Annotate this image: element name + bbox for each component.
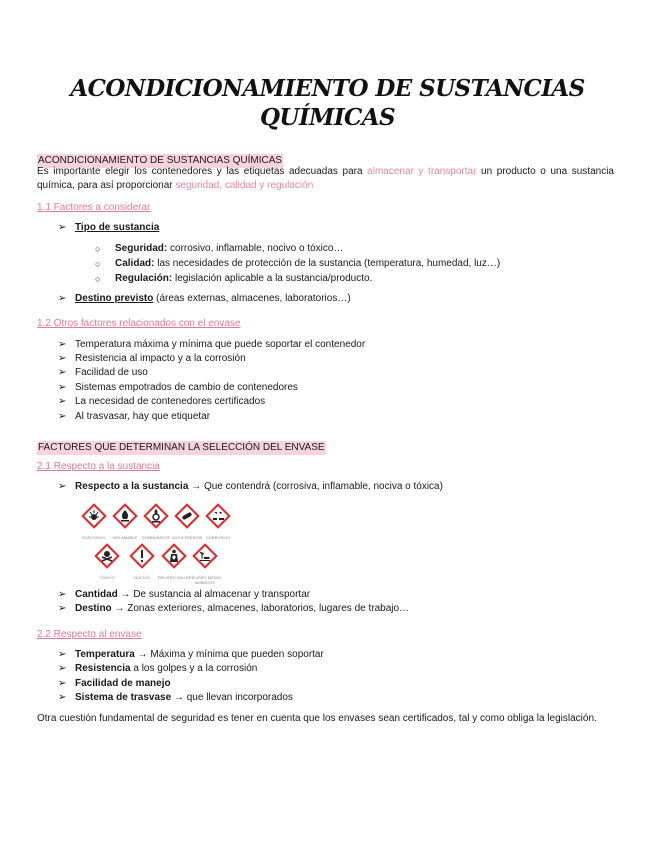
list-item-text: Resistencia al impacto y a la corrosión	[75, 353, 246, 364]
subitem-text: corrosivo, inflamable, nocivo o tóxico…	[167, 243, 344, 254]
section-2-heading-text: FACTORES QUE DETERMINAN LA SELECCIÓN DEL ENVASE	[38, 442, 325, 453]
environment-pictogram	[188, 543, 221, 585]
list-item-label: Temperatura	[75, 649, 135, 660]
skull-crossbones-icon	[94, 543, 120, 569]
list-item-label: Cantidad	[75, 589, 118, 600]
list-subitem	[95, 242, 344, 256]
pictogram-label: NOCIVO	[134, 575, 150, 580]
arrow-bullet-icon: ➢	[58, 293, 67, 304]
arrow-bullet-icon: ➢	[58, 663, 67, 674]
list-item-label: Sistema de trasvase	[75, 692, 172, 703]
intro-highlight-2: seguridad, calidad y regulación	[175, 180, 314, 191]
list-item	[58, 395, 266, 409]
dead-tree-fish-icon	[192, 543, 218, 569]
list-item	[58, 677, 171, 691]
arrow-bullet-icon: ➢	[58, 589, 67, 600]
pictogram-label: CORROSIVO	[205, 535, 231, 540]
arrow-bullet-icon: ➢	[58, 678, 67, 689]
arrow-bullet-icon: ➢	[58, 481, 67, 492]
pictogram-label: INFLAMABLE	[112, 535, 138, 540]
flame-over-circle-icon	[143, 503, 169, 529]
flame-icon	[112, 503, 138, 529]
list-item	[58, 292, 351, 306]
list-item	[58, 338, 366, 352]
list-item	[58, 480, 443, 494]
arrow-bullet-icon: ➢	[58, 222, 67, 233]
arrow-bullet-icon: ➢	[58, 382, 67, 393]
section-2-heading	[37, 437, 326, 455]
list-item-text: Sistemas empotrados de cambio de contenedores	[75, 382, 298, 393]
intro-text-2: un producto o una sustancia química, para así proporcionar	[37, 166, 614, 191]
subitem-text: las necesidades de protección de la sustancia (temperatura, humedad, luz…)	[154, 258, 501, 269]
list-item	[58, 410, 211, 424]
list-subitem	[95, 257, 501, 271]
list-item-text: → Que contendrá (corrosiva, inflamable, nociva o tóxica)	[188, 481, 443, 492]
list-item-text: Temperatura máxima y mínima que puede soportar el contenedor	[75, 339, 366, 350]
circle-bullet-icon: ○	[95, 259, 101, 269]
circle-bullet-icon: ○	[95, 274, 101, 284]
list-item-text: (áreas externas, almacenes, laboratorios…)	[153, 293, 351, 304]
explosive-pictogram	[81, 503, 107, 540]
pictogram-label: TÓXICO	[99, 575, 115, 580]
intro-text-1: Es importante elegir los contenedores y las etiquetas adecuadas para	[37, 166, 368, 177]
arrow-bullet-icon: ➢	[58, 353, 67, 364]
arrow-bullet-icon: ➢	[58, 367, 67, 378]
list-item	[58, 588, 311, 602]
section-1-heading-text: ACONDICIONAMIENTO DE SUSTANCIAS QUÍMICAS	[38, 155, 283, 166]
list-item-text: → Máxima y mínima que pueden soportar	[134, 649, 324, 660]
page-title-line-2: QUÍMICAS	[259, 104, 396, 131]
flammable-pictogram	[112, 503, 138, 540]
list-item-label: Resistencia	[75, 663, 131, 674]
page-title-line-1: ACONDICIONAMIENTO DE SUSTANCIAS	[70, 75, 585, 102]
arrow-bullet-icon: ➢	[58, 411, 67, 422]
subitem-label: Calidad:	[115, 258, 155, 269]
circle-bullet-icon: ○	[95, 244, 101, 254]
intro-highlight-1: almacenar y transportar	[367, 166, 477, 177]
corrosive-pictogram	[205, 503, 231, 540]
list-item	[58, 366, 148, 380]
list-item-label: Tipo de sustancia	[75, 222, 160, 233]
corrosion-icon	[205, 503, 231, 529]
arrow-bullet-icon: ➢	[58, 396, 67, 407]
list-item-label: Respecto a la sustancia	[75, 481, 189, 492]
health-hazard-pictogram	[157, 543, 191, 580]
subitem-label: Seguridad:	[115, 243, 168, 254]
explosive-icon	[81, 503, 107, 529]
list-item	[58, 352, 246, 366]
list-item-text: → Zonas exteriores, almacenes, laboratorios, lugares de trabajo…	[111, 603, 410, 614]
list-item-text: a los golpes y a la corrosión	[130, 663, 258, 674]
subitem-label: Regulación:	[115, 273, 173, 284]
oxidizing-pictogram	[141, 503, 171, 540]
list-subitem	[95, 272, 373, 286]
pictogram-label: PELIGRO MEDIO AMBIENTE	[188, 575, 221, 585]
pictogram-label: COMBURENTE	[141, 535, 171, 540]
pictogram-label: GAS A PRESIÓN	[171, 535, 203, 540]
subitem-text: legislación aplicable a la sustancia/producto.	[172, 273, 373, 284]
subsection-2-2-title: 2.2 Respecto al envase	[37, 629, 142, 640]
list-item	[58, 221, 160, 235]
list-item-label: Destino previsto	[75, 293, 154, 304]
list-item	[58, 648, 324, 662]
closing-paragraph: Otra cuestión fundamental de seguridad es tener en cuenta que los envases sean certificados, tal y como obliga la legislación.	[37, 713, 597, 724]
list-item-text: Facilidad de uso	[75, 367, 148, 378]
irritant-pictogram	[129, 543, 155, 580]
list-item-label: Destino	[75, 603, 112, 614]
toxic-pictogram	[94, 543, 120, 580]
arrow-bullet-icon: ➢	[58, 339, 67, 350]
pictogram-label: PELIGRO SALUD	[157, 575, 191, 580]
intro-paragraph	[37, 165, 614, 193]
list-item	[58, 662, 258, 676]
health-hazard-icon	[161, 543, 187, 569]
gas-cylinder-icon	[174, 503, 200, 529]
subsection-1-1-title: 1.1 Factores a considerar	[37, 202, 151, 213]
subsection-2-1-title: 2.1 Respecto a la sustancia	[37, 461, 160, 472]
subsection-1-2-title: 1.2 Otros factores relacionados con el envase	[37, 318, 241, 329]
list-item	[58, 691, 293, 705]
list-item-text: La necesidad de contenedores certificados	[75, 396, 266, 407]
arrow-bullet-icon: ➢	[58, 692, 67, 703]
list-item	[58, 602, 410, 616]
list-item-text: → que llevan incorporados	[171, 692, 293, 703]
arrow-bullet-icon: ➢	[58, 649, 67, 660]
list-item-label: Facilidad de manejo	[75, 678, 171, 689]
gas-cylinder-pictogram	[171, 503, 203, 540]
page-title	[0, 74, 655, 132]
exclamation-icon	[129, 543, 155, 569]
list-item-text: → De sustancia al almacenar y transportar	[117, 589, 311, 600]
list-item	[58, 381, 298, 395]
pictogram-label: EXPLOSIVO	[82, 535, 106, 540]
arrow-bullet-icon: ➢	[58, 603, 67, 614]
list-item-text: Al trasvasar, hay que etiquetar	[75, 411, 211, 422]
